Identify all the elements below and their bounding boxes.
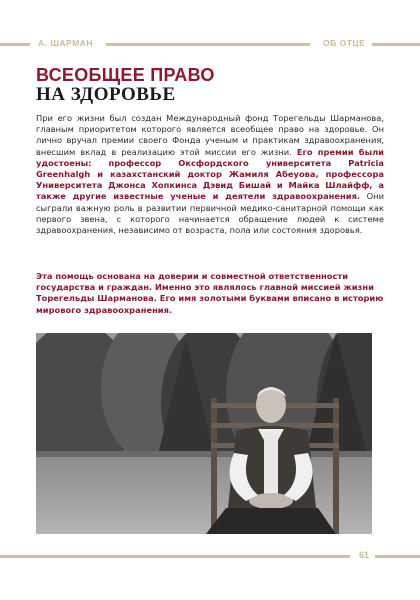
body-paragraph-1 [36,113,384,236]
header-rule-right [372,43,420,46]
header-rule-left [0,43,30,46]
title-line-2: НА ЗДОРОВЬЕ [36,84,176,105]
page-header [0,40,420,48]
header-rule-middle [106,43,310,46]
page-number: 61 [359,550,370,560]
body-paragraph-2: Эта помощь основана на доверии и совместной ответственности государства и граждан. Именно это являлось главной миссией жизни Торегельды Шарманова. Его имя золотыми буквами вписано в историю мирового здравоохранения. [36,271,384,315]
title-line-1: ВСЕОБЩЕЕ ПРАВО [36,65,215,85]
footer-rule-right [375,555,420,558]
portrait-photo [36,333,372,534]
paragraph-1-intro: При его жизни был создан Международный фонд Торегельды Шарманова, главным приоритетом которого является всеобщее право на здоровье. Он лично вручал премии своего Фонда ученым и практикам здравоохранения, внесшим вклад в реализацию этой миссии его жизни. [36,113,384,157]
paragraph-1-highlight: Его премии были удостоены: профессор Оксфордского университета Patricia Greenhalgh и казахстанский доктор Жамиля Абеуова, профессора Университета Джонса Хопкинса Дэвид Бишай и Майка Шлайфф, а также другие известные ученые и деятели здравоохранения. [36,146,384,202]
page-title [36,66,215,104]
header-author: А. ШАРМАН [38,38,93,48]
paragraph-1-rest: Они сыграли важную роль в развитии первичной медико-санитарной помощи как первого звена, с которого начинается обращение людей к системе здравоохранения, независимо от возраста, пола или состояния здоровья. [36,191,384,236]
footer-rule-left [0,555,350,558]
header-section: ОБ ОТЦЕ [323,38,366,48]
